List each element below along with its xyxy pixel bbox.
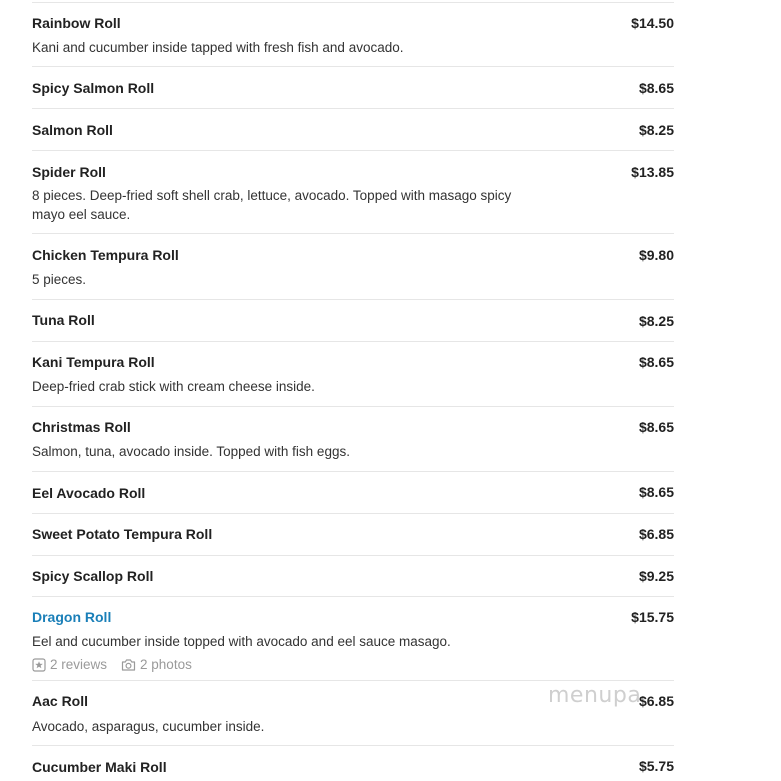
- item-price: $8.25: [638, 122, 674, 138]
- item-name: Aac Roll: [32, 693, 89, 709]
- menu-item: [32, 341, 674, 406]
- item-price: $8.25: [638, 313, 674, 329]
- item-description: Salmon, tuna, avocado inside. Topped with fish eggs.: [32, 444, 350, 459]
- item-price: $5.75: [638, 758, 674, 774]
- item-name: Spicy Scallop Roll: [32, 568, 154, 584]
- item-name: Spider Roll: [32, 164, 106, 180]
- item-name: Kani Tempura Roll: [32, 354, 155, 370]
- item-price: $9.25: [638, 568, 674, 584]
- item-price: $8.65: [638, 484, 674, 500]
- item-price: $8.65: [638, 354, 674, 370]
- menu-item: [32, 406, 674, 471]
- item-name: Tuna Roll: [32, 312, 95, 328]
- item-description: Avocado, asparagus, cucumber inside.: [32, 719, 265, 734]
- item-price: $6.85: [638, 693, 674, 709]
- item-price: $14.50: [631, 15, 674, 31]
- item-name: Christmas Roll: [32, 419, 131, 435]
- item-meta-row: [32, 657, 192, 672]
- item-name: Sweet Potato Tempura Roll: [32, 526, 213, 542]
- menu-item: [32, 471, 674, 513]
- reviews-link[interactable]: [32, 657, 107, 672]
- item-price: $8.65: [638, 80, 674, 96]
- item-price: $9.80: [638, 247, 674, 263]
- menu-item: [32, 233, 674, 299]
- menu-item: [32, 66, 674, 108]
- menu-item: [32, 513, 674, 555]
- menu-item: [32, 680, 674, 745]
- item-description: 5 pieces.: [32, 272, 87, 287]
- menu-item: [32, 150, 674, 233]
- item-name: Spicy Salmon Roll: [32, 80, 155, 96]
- photos-link[interactable]: [121, 657, 192, 672]
- item-description: Eel and cucumber inside topped with avocado and eel sauce masago.: [32, 634, 451, 649]
- item-name: Cucumber Maki Roll: [32, 759, 167, 775]
- camera-icon: [121, 658, 136, 672]
- menu-item: [32, 2, 674, 66]
- menu-item: [32, 745, 674, 781]
- item-description: Deep-fried crab stick with cream cheese inside.: [32, 379, 315, 394]
- item-price: $6.85: [638, 526, 674, 542]
- item-name: Chicken Tempura Roll: [32, 247, 179, 263]
- item-name: Rainbow Roll: [32, 15, 121, 31]
- reviews-count: 2 reviews: [50, 657, 108, 672]
- item-name: Eel Avocado Roll: [32, 485, 146, 501]
- item-name: Salmon Roll: [32, 122, 113, 138]
- item-description: Kani and cucumber inside tapped with fresh fish and avocado.: [32, 40, 404, 55]
- star-badge-icon: [32, 658, 46, 672]
- menu-item: [32, 108, 674, 150]
- item-price: $15.75: [631, 609, 674, 625]
- watermark-text: menupa: [548, 683, 642, 708]
- menu-item: [32, 299, 674, 341]
- photos-count: 2 photos: [140, 657, 192, 672]
- item-description: 8 pieces. Deep-fried soft shell crab, lettuce, avocado. Topped with masago spicy mayo eel sauce.: [32, 188, 512, 222]
- menu-item: [32, 596, 674, 680]
- menu-item: [32, 555, 674, 596]
- item-price: $13.85: [631, 164, 674, 180]
- item-price: $8.65: [638, 419, 674, 435]
- dragon-roll-link[interactable]: Dragon Roll: [32, 609, 112, 625]
